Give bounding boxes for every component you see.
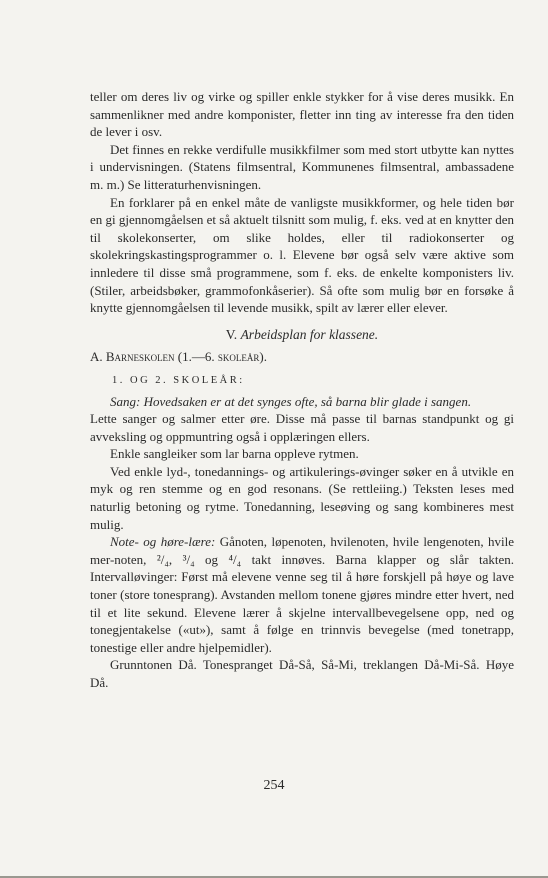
sang-paragraph-1: Lette sanger og salmer etter øre. Disse må passe til barnas standpunkt og gi avveksling og oppmuntring også i opplæringen ellers. xyxy=(90,411,514,444)
note-text-3: Først må elevene venne seg til å høre forskjell på høye og lave toner (store tonesprang). Avstanden mellom tonene gjøres mindre etter hvert, ned til et lite sekund. Elevene lærer å skjelne intervallbevegelsene opp, ned og tonegjentakelse («ut»), samt å følge en trinnvis bevegelse (med tonetrapp, tonestige eller andre hjelpemidler). xyxy=(90,569,514,655)
subsection-title: 1. OG 2. SKOLEÅR: xyxy=(112,374,245,386)
sang-label: Sang: xyxy=(110,393,141,409)
interval-label: Intervalløvinger: xyxy=(90,569,178,585)
page-number: 254 xyxy=(263,778,285,793)
page-body xyxy=(90,88,514,692)
grunntone-paragraph: Grunntonen Då. Tonespranget Då-Så, Så-Mi, treklangen Då-Mi-Så. Høye Då. xyxy=(90,657,514,690)
note-text-1: Gånoten, løpenoten, hvilenoten, hvile lengenoten, hvile mer-noten, xyxy=(90,534,515,567)
sang-paragraph-2: Enkle sangleiker som lar barna oppleve rytmen. xyxy=(110,446,359,462)
meter-4-4: ⁴/₄ xyxy=(228,551,242,567)
paragraph-composers: teller om deres liv og virke og spiller enkle stykker for å vise deres musikk. En sammenlikner med andre komponister, fletter inn ting av interesse fra den tiden de lever i osv. xyxy=(90,89,514,140)
meter-3-4: ³/₄ xyxy=(182,551,195,567)
section-heading xyxy=(90,326,514,344)
sang-motto: Hovedsaken er at det synges ofte, så barna blir glade i sangen. xyxy=(143,393,472,409)
paragraph-films: Det finnes en rekke verdifulle musikkfilmer som med stort utbytte kan nyttes i undervisningen. (Statens filmsentral, Kommunenes filmsentral, ambassadene m. m.) Se litteraturhenvisningen. xyxy=(90,141,514,192)
section-a-title: A. Barneskolen (1.—6. skoleår). xyxy=(90,349,267,365)
heading-title: Arbeidsplan for klassene. xyxy=(240,326,379,342)
meter-og: og xyxy=(205,551,219,567)
meter-2-4: ²/₄, xyxy=(156,551,173,567)
heading-number: V. xyxy=(225,326,238,342)
note-text-2: takt innøves. Barna klapper og slår takten. xyxy=(251,551,515,567)
sang-intro xyxy=(90,393,514,411)
note-paragraph xyxy=(90,533,514,656)
sang-paragraph-3: Ved enkle lyd-, tonedannings- og artikulerings-øvinger søker en å utvikle en myk og ren stemme og en god resonans. (Se rettleiing.) Teksten leses med naturlig betoning og rytme. Tonedanning, leseøving og sang kombineres mest mulig. xyxy=(90,463,514,532)
note-label: Note- og høre-lære: xyxy=(110,534,216,550)
paragraph-forms: En forklarer på en enkel måte de vanligste musikkformer, og hele tiden bør en gi gjennomgåelsen et så aktuelt tilsnitt som mulig, f. eks. ved at en knytter den til skolekonserter, om slike holdes, eller til radiokonserter og skolekringskastingsprogrammer o. l. Elevene bør også selv være aktive som innledere til disse små programmene, som f. eks. de enkelte komponisters liv. (Stiler, arbeidsbøker, grammofonkåserier). Så ofte som mulig bør en forsøke å knytte gjennomgåelsen til levende musikk, spilt av lærer eller elever. xyxy=(90,194,514,316)
